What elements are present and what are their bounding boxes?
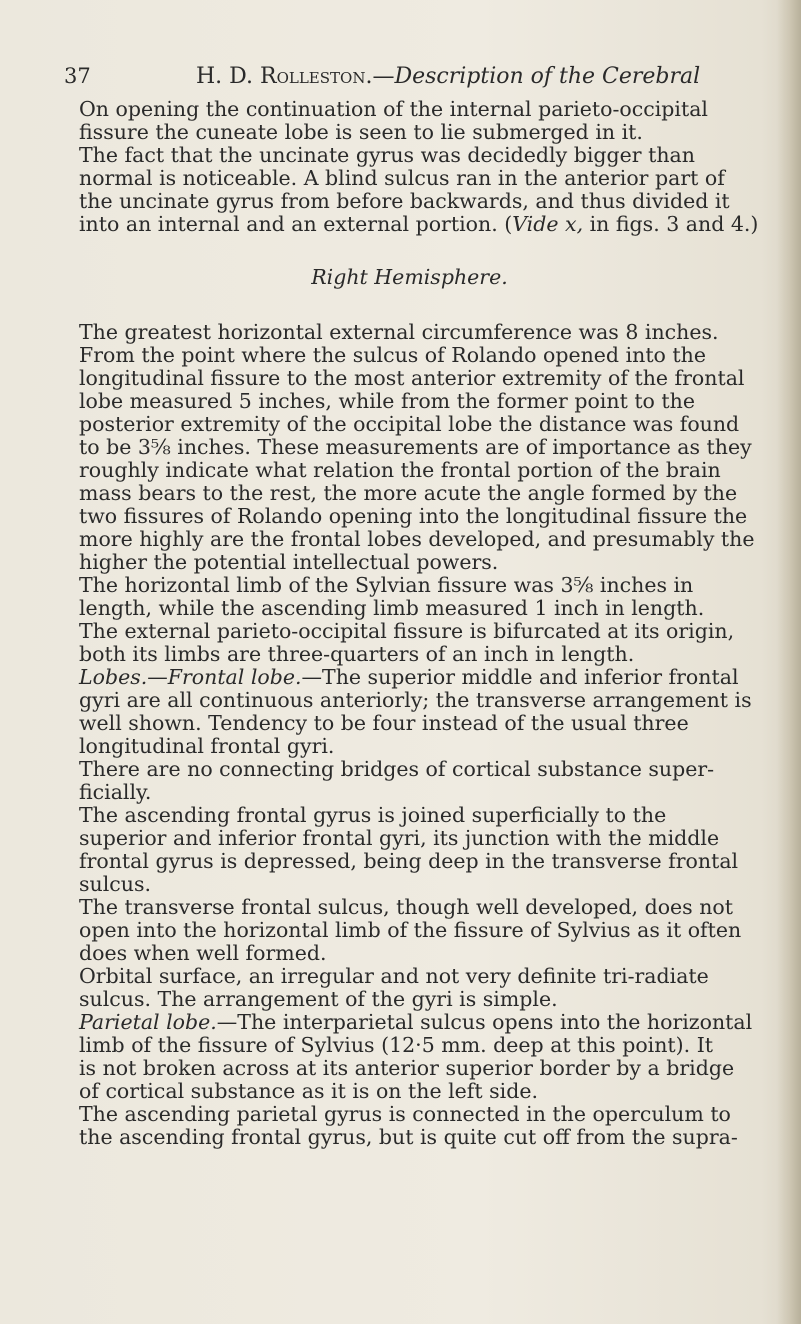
text-line: the ascending frontal gyrus, but is quite cut off from the supra-: [79, 1125, 738, 1149]
text-line: normal is noticeable. A blind sulcus ran in the anterior part of: [79, 166, 725, 190]
text-line: [79, 666, 740, 689]
running-head-title: Description of the Cerebral: [394, 64, 701, 89]
text-line: to be 3⅝ inches. These measurements are of importance as they: [79, 435, 752, 459]
text-fragment: —The superior middle and inferior frontal: [301, 665, 739, 689]
text-fragment: —: [147, 665, 168, 689]
vide-reference: Vide x,: [512, 212, 584, 236]
text-line: two fissures of Rolando opening into the longitudinal fissure the: [79, 504, 748, 528]
text-line: [79, 212, 759, 236]
text-line: longitudinal fissure to the most anterior extremity of the frontal: [79, 366, 745, 390]
text-line: ficially.: [79, 780, 152, 804]
text-line: [79, 1010, 753, 1034]
text-fragment: into an internal and an external portion. (: [79, 212, 513, 236]
text-line: both its limbs are three-quarters of an inch in length.: [79, 642, 635, 666]
text-line: the uncinate gyrus from before backwards, and thus divided it: [79, 189, 730, 213]
body-text: [79, 97, 759, 1149]
text-line: The greatest horizontal external circumference was 8 inches.: [79, 320, 719, 344]
text-line: gyri are all continuous anteriorly; the transverse arrangement is: [79, 688, 752, 712]
running-head-dash: —: [372, 64, 395, 89]
text-line: limb of the fissure of Sylvius (12·5 mm. deep at this point). It: [79, 1033, 714, 1057]
running-head: [196, 64, 700, 89]
text-line: frontal gyrus is depressed, being deep in the transverse frontal: [79, 849, 739, 873]
text-line: The horizontal limb of the Sylvian fissure was 3⅝ inches in: [79, 573, 694, 597]
text-fragment: —The interparietal sulcus opens into the horizontal: [216, 1010, 753, 1034]
text-line: more highly are the frontal lobes developed, and presumably the: [79, 527, 755, 551]
running-head-author: H. D. Rolleston.: [196, 64, 373, 89]
text-line: The ascending parietal gyrus is connected in the operculum to: [79, 1102, 731, 1126]
text-line: The external parieto-occipital fissure is bifurcated at its origin,: [79, 619, 735, 643]
text-line: The transverse frontal sulcus, though well developed, does not: [79, 895, 733, 919]
text-line: is not broken across at its anterior superior border by a bridge: [79, 1056, 735, 1080]
text-line: Orbital surface, an irregular and not very definite tri-radiate: [79, 964, 709, 988]
text-line: On opening the continuation of the internal parieto-occipital: [79, 97, 708, 121]
text-line: sulcus. The arrangement of the gyri is simple.: [79, 987, 558, 1011]
text-line: posterior extremity of the occipital lobe the distance was found: [79, 412, 740, 436]
text-line: well shown. Tendency to be four instead of the usual three: [79, 711, 689, 735]
text-line: fissure the cuneate lobe is seen to lie submerged in it.: [79, 120, 643, 144]
text-line: open into the horizontal limb of the fissure of Sylvius as it often: [79, 918, 742, 942]
lobes-label: Lobes.: [79, 665, 148, 689]
page-edge-shadow: [777, 0, 801, 1324]
text-line: mass bears to the rest, the more acute the angle formed by the: [79, 481, 738, 505]
frontal-lobe-label: Frontal lobe.: [167, 665, 302, 689]
page-number: 37: [64, 64, 91, 88]
text-line: The fact that the uncinate gyrus was decidedly bigger than: [79, 143, 695, 167]
page-header: [64, 58, 744, 98]
text-line: of cortical substance as it is on the left side.: [79, 1079, 538, 1103]
text-line: lobe measured 5 inches, while from the former point to the: [79, 389, 695, 413]
text-line: superior and inferior frontal gyri, its junction with the middle: [79, 826, 720, 850]
text-line: There are no connecting bridges of cortical substance super-: [79, 757, 715, 781]
parietal-lobe-label: Parietal lobe.: [79, 1010, 217, 1034]
text-line: higher the potential intellectual powers.: [79, 550, 499, 574]
text-line: roughly indicate what relation the frontal portion of the brain: [79, 458, 721, 482]
text-fragment: in figs. 3 and 4.): [583, 212, 759, 236]
section-heading: Right Hemisphere.: [311, 265, 508, 289]
text-line: length, while the ascending limb measured 1 inch in length.: [79, 596, 705, 620]
text-line: From the point where the sulcus of Rolando opened into the: [79, 343, 706, 367]
text-line: sulcus.: [79, 872, 152, 896]
text-line: The ascending frontal gyrus is joined superficially to the: [79, 803, 667, 827]
text-line: does when well formed.: [79, 941, 327, 965]
text-line: longitudinal frontal gyri.: [79, 734, 335, 758]
